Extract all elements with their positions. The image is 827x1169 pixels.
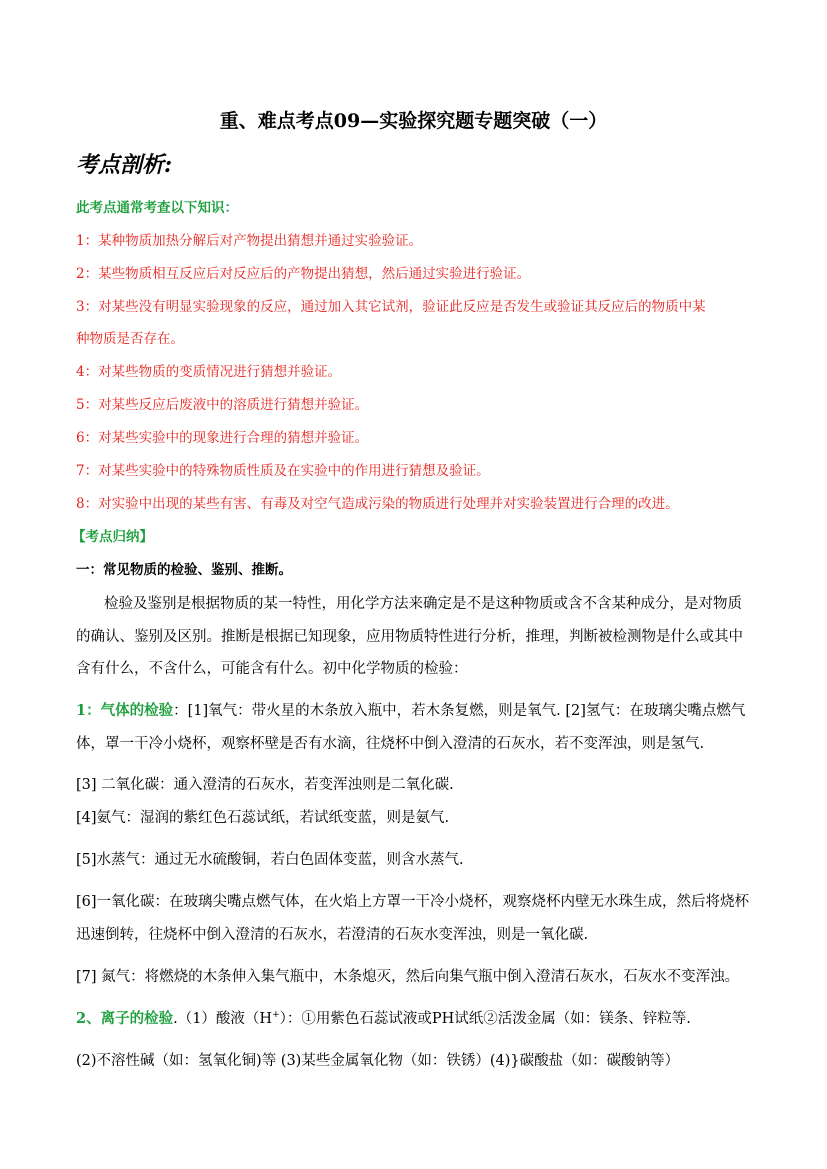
- knowledge-item-3-cont: 种物质是否存在。: [76, 331, 184, 347]
- gas-item-3: [3] 二氧化碳：通入澄清的石灰水，若变浑浊则是二氧化碳.: [76, 777, 454, 793]
- gas-line-2: 体，罩一干冷小烧杯，观察杯壁是否有水滴，往烧杯中倒入澄清的石灰水，若不变浑浊，则是氢气.: [76, 736, 705, 752]
- gas-item-6-line-1: [6]一氧化碳：在玻璃尖嘴点燃气体，在火焰上方罩一干冷小烧杯，观察烧杯内壁无水珠生成，然后将烧杯: [76, 894, 750, 910]
- knowledge-item-8: 8：对实验中出现的某些有害、有毒及对空气造成污染的物质进行处理并对实验装置进行合理的改进。: [76, 496, 679, 512]
- knowledge-item-3: 3：对某些没有明显实验现象的反应，通过加入其它试剂，验证此反应是否发生或验证其反应后的物质中某: [76, 299, 706, 315]
- knowledge-item-6: 6：对某些实验中的现象进行合理的猜想并验证。: [76, 430, 369, 446]
- gas-line-1-text: ：[1]氧气：带火星的木条放入瓶中，若木条复燃，则是氧气. [2]氢气：在玻璃尖嘴点燃气: [173, 703, 746, 719]
- gas-label: 1：气体的检验: [76, 702, 174, 719]
- knowledge-item-5: 5：对某些反应后废液中的溶质进行猜想并验证。: [76, 397, 369, 413]
- knowledge-item-4: 4：对某些物质的变质情况进行猜想并验证。: [76, 364, 342, 380]
- paragraph-line-2: 的确认、鉴别及区别。推断是根据已知现象，应用物质特性进行分析，推理，判断被检测物是什么或其中: [76, 629, 743, 645]
- subheading: 一：常见物质的检验、鉴别、推断。: [76, 562, 292, 578]
- gas-item-6-line-2: 迅速倒转，往烧杯中倒入澄清的石灰水，若澄清的石灰水变浑浊，则是一氧化碳.: [76, 927, 589, 943]
- section-title: 考点剖析:: [76, 152, 173, 178]
- page-title: 重、难点考点09—实验探究题专题突破（一）: [219, 110, 608, 132]
- gas-item-5: [5]水蒸气：通过无水硫酸铜，若白色固体变蓝，则含水蒸气.: [76, 852, 464, 868]
- intro-heading: 此考点通常考查以下知识：: [76, 200, 238, 216]
- ion-label: 2、离子的检验: [76, 1010, 174, 1027]
- gas-item-7: [7] 氮气：将燃烧的木条伸入集气瓶中，木条熄灭，然后向集气瓶中倒入澄清石灰水，石灰水不变浑浊。: [76, 969, 740, 985]
- knowledge-item-1: 1：某种物质加热分解后对产物提出猜想并通过实验验证。: [76, 233, 423, 249]
- knowledge-item-7: 7：对某些实验中的特殊物质性质及在实验中的作用进行猜想及验证。: [76, 463, 490, 479]
- ion-line-1-a: .（1）酸液（H: [173, 1011, 273, 1027]
- paragraph-line-3: 含有什么，不含什么，可能含有什么。初中化学物质的检验：: [76, 661, 468, 677]
- ion-superscript: +: [272, 1010, 280, 1021]
- ion-line-2: (2)不溶性碱（如：氢氧化铜)等 (3)某些金属氧化物（如：铁锈）(4)}碳酸盐（如：碳酸钠等）: [76, 1053, 680, 1069]
- gas-item-4: [4]氨气：湿润的紫红色石蕊试纸，若试纸变蓝，则是氨气.: [76, 810, 450, 826]
- summary-heading: 【考点归纳】: [72, 529, 153, 545]
- ion-line-1-b: ）：①用紫色石蕊试液或PH试纸②活泼金属（如：镁条、锌粒等.: [279, 1011, 691, 1027]
- paragraph-line-1: 检验及鉴别是根据物质的某一特性，用化学方法来确定是不是这种物质或含不含某种成分，是对物质: [104, 596, 742, 612]
- gas-line-1: [76, 699, 745, 720]
- knowledge-item-2: 2：某些物质相互反应后对反应后的产物提出猜想，然后通过实验进行验证。: [76, 266, 531, 282]
- ion-line-1: [76, 1007, 691, 1028]
